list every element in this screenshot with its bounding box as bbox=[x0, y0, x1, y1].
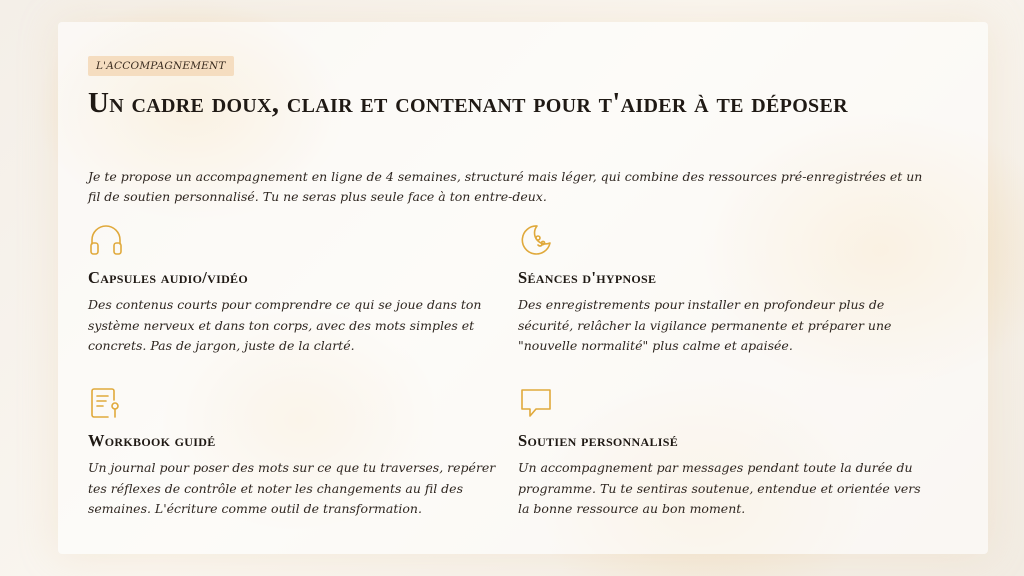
feature-card-hypnose bbox=[518, 222, 928, 357]
feature-text: Un accompagnement par messages pendant toute la durée du programme. Tu te sentiras soutenue, entendue et orientée vers la bonne ressource au bon moment. bbox=[518, 460, 921, 516]
feature-text: Des contenus courts pour comprendre ce qui se joue dans ton système nerveux et dans ton corps, avec des mots simples et concrets. Pas de jargon, juste de la clarté. bbox=[88, 297, 482, 353]
feature-title: Séances d'hypnose bbox=[518, 268, 657, 287]
section-badge: L'ACCOMPAGNEMENT bbox=[88, 56, 234, 76]
moon-icon bbox=[518, 222, 554, 258]
chat-bubble-icon bbox=[518, 385, 554, 421]
journal-pen-icon bbox=[88, 385, 124, 421]
feature-text: Des enregistrements pour installer en profondeur plus de sécurité, relâcher la vigilance permanente et préparer une "nouvelle normalité" plus calme et apaisée. bbox=[518, 297, 892, 353]
headphones-icon bbox=[88, 222, 124, 258]
feature-card-workbook bbox=[88, 385, 498, 520]
feature-card-soutien bbox=[518, 385, 928, 520]
section-title: Un cadre doux, clair et contenant pour t'aider à te déposer bbox=[88, 87, 848, 119]
feature-title: Capsules audio/vidéo bbox=[88, 268, 248, 287]
feature-title: Workbook guidé bbox=[88, 431, 216, 450]
feature-title: Soutien personnalisé bbox=[518, 431, 679, 450]
section-intro: Je te propose un accompagnement en ligne de 4 semaines, structuré mais léger, qui combine des ressources pré-enregistrées et un fil de soutien personnalisé. Tu ne seras plus seule face à ton entre-deux. bbox=[88, 169, 923, 204]
feature-text: Un journal pour poser des mots sur ce que tu traverses, repérer tes réflexes de contrôle et noter les changements au fil des semaines. L'écriture comme outil de transformation. bbox=[88, 460, 496, 516]
feature-card-capsules bbox=[88, 222, 498, 357]
